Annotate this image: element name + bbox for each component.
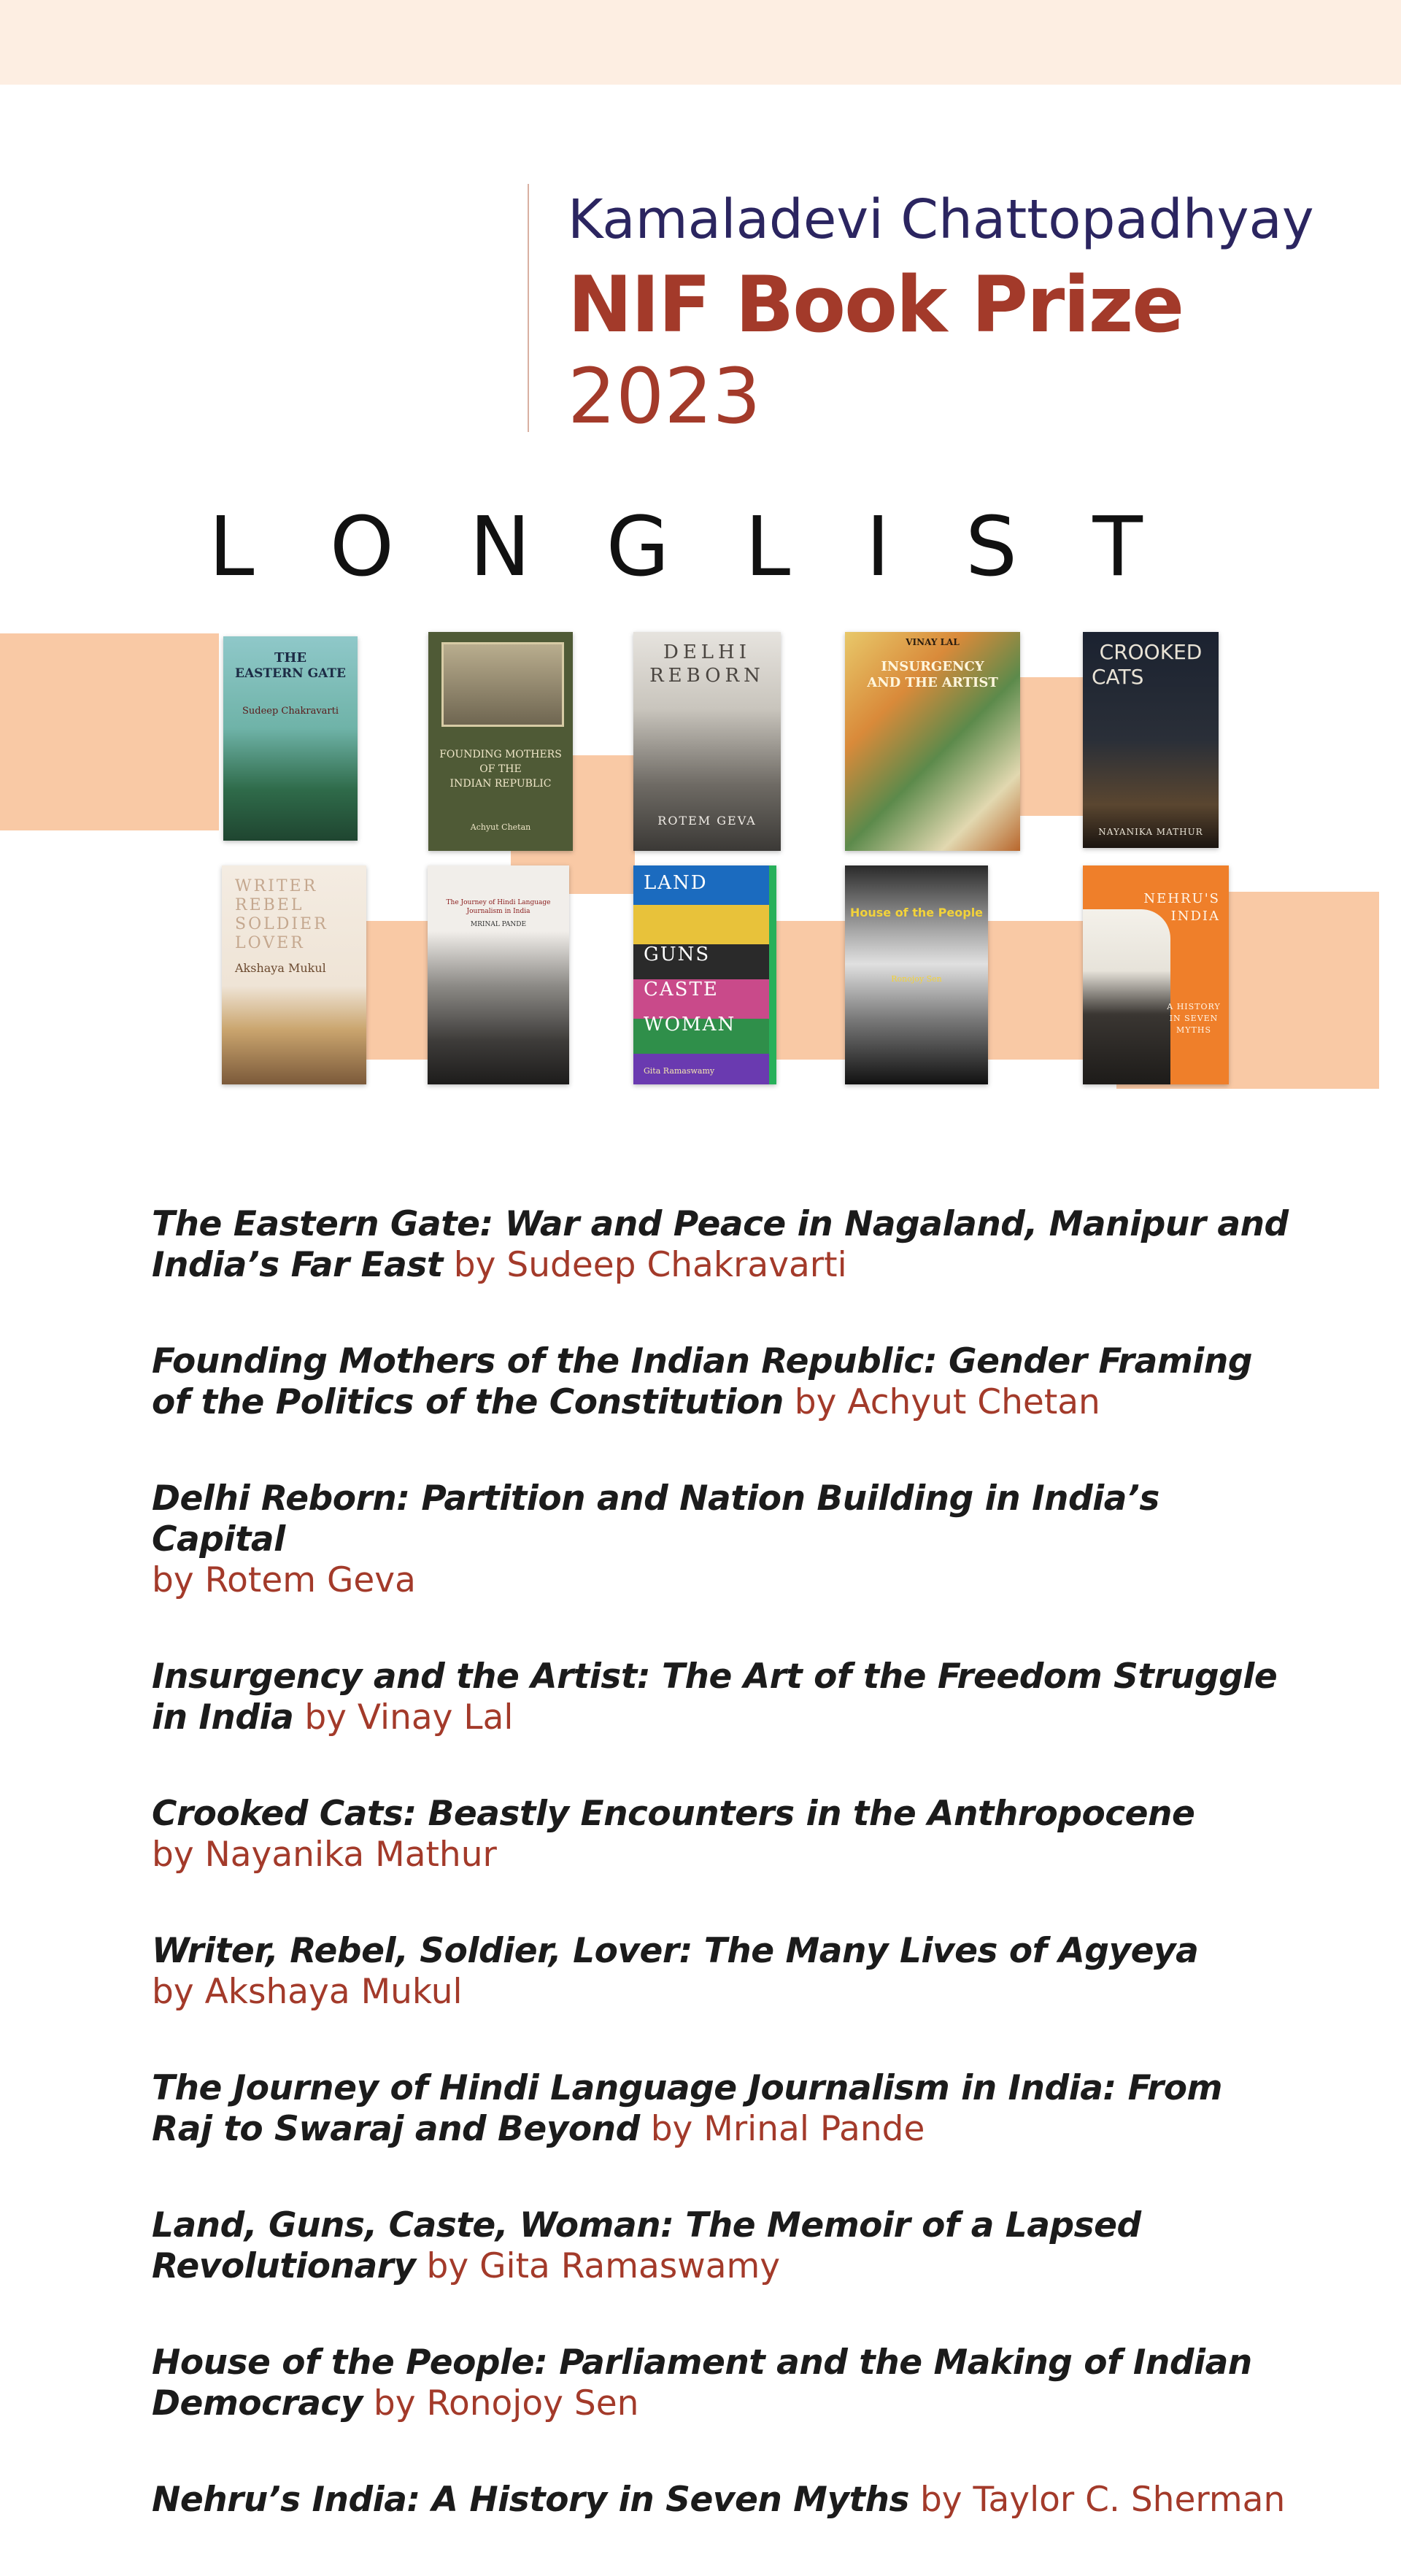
book-title: Writer, Rebel, Soldier, Lover: The Many Lives of Agyeya (152, 1931, 1199, 1971)
cover-title: INDIAN REPUBLIC (449, 778, 552, 790)
longlist-heading (209, 500, 1143, 595)
cover-title: CASTE (644, 979, 719, 1000)
cover-author: VINAY LAL (906, 637, 960, 647)
cover-author: Akshaya Mukul (235, 961, 326, 975)
cover-author: Gita Ramaswamy (644, 1066, 715, 1076)
longlist-letter: N (469, 500, 531, 595)
cover-title: LOVER (235, 934, 305, 952)
cover-title: INDIA (1170, 909, 1220, 924)
longlist-letter: O (329, 500, 394, 595)
cover-title: DELHI (663, 641, 752, 663)
cover-strip (769, 865, 776, 1084)
book-entry (152, 2205, 1290, 2287)
cover-subtitle: A HISTORY IN SEVEN MYTHS (1167, 1002, 1221, 1035)
book-title: House of the People: Parliament and the Making of Indian Democracy (152, 2342, 1252, 2423)
cover-title: SOLDIER (235, 915, 328, 933)
book-author: by Ronojoy Sen (373, 2383, 639, 2423)
book-cover-delhi-reborn (633, 632, 781, 851)
cover-title: REBORN (649, 665, 765, 687)
longlist-letter: T (1092, 500, 1143, 595)
decor-block (985, 921, 1087, 1060)
book-entry (152, 2480, 1290, 2521)
cover-title: NEHRU'S (1143, 891, 1220, 906)
book-entry (152, 1204, 1290, 1286)
cover-title: EASTERN GATE (234, 666, 346, 681)
cover-title: GUNS (644, 944, 711, 965)
book-cover-house-people (845, 865, 988, 1084)
longlist-letter: I (865, 500, 890, 595)
book-title: The Eastern Gate: War and Peace in Nagaland, Manipur and India’s Far East (152, 1204, 1289, 1285)
cover-title: OF THE (479, 763, 522, 775)
book-author: by Achyut Chetan (794, 1382, 1100, 1422)
book-entry (152, 1478, 1290, 1601)
book-cover-crooked-cats (1083, 632, 1219, 848)
prize-year: 2023 (568, 352, 761, 441)
book-entry (152, 1931, 1290, 2013)
book-entry (152, 1341, 1290, 1423)
cover-title: WOMAN (644, 1014, 736, 1036)
book-author: by Gita Ramaswamy (426, 2246, 781, 2286)
book-cover-eastern-gate (223, 636, 358, 841)
longlist-letter: S (965, 500, 1018, 595)
cover-title: House of the People (849, 906, 984, 919)
book-title: Nehru’s India: A History in Seven Myths (152, 2480, 909, 2520)
cover-title: The Journey of Hindi Language (446, 899, 551, 906)
cover-title: FOUNDING MOTHERS (439, 749, 562, 760)
cover-title: INSURGENCY (881, 659, 984, 674)
decor-block (0, 633, 219, 830)
book-title: Insurgency and the Artist: The Art of the Freedom Struggle in India (152, 1657, 1278, 1738)
book-cover-writer-rebel (222, 865, 366, 1084)
book-title: Founding Mothers of the Indian Republic: Gender Framing of the Politics of the Constitution (152, 1341, 1252, 1422)
cover-title: AND THE ARTIST (867, 675, 998, 690)
decor-block (365, 921, 431, 1060)
cover-author: Sudeep Chakravarti (242, 706, 339, 717)
cover-title: LAND (644, 872, 708, 894)
longlist-letter: L (744, 500, 791, 595)
book-author: by Sudeep Chakravarti (453, 1245, 847, 1285)
book-title: The Journey of Hindi Language Journalism in India: From Raj to Swaraj and Beyond (152, 2068, 1222, 2149)
book-author: by Akshaya Mukul (152, 1972, 463, 2012)
book-author: by Rotem Geva (152, 1560, 416, 1600)
book-cover-land-guns (633, 865, 776, 1084)
book-cover-insurgency-artist (845, 632, 1020, 851)
book-title: Crooked Cats: Beastly Encounters in the Anthropocene (152, 1794, 1195, 1834)
cover-author: Ronojoy Sen (891, 974, 942, 984)
book-author: by Vinay Lal (304, 1697, 514, 1738)
book-title: Delhi Reborn: Partition and Nation Building in India’s Capital (152, 1478, 1159, 1559)
book-entry (152, 1657, 1290, 1738)
prize-namesake: Kamaladevi Chattopadhyay (568, 188, 1314, 251)
book-cover-hindi-journalism (428, 865, 569, 1084)
cover-portrait (1083, 909, 1170, 1084)
book-entry (152, 2068, 1290, 2150)
book-author: by Taylor C. Sherman (919, 2480, 1286, 2520)
book-cover-founding-mothers (428, 632, 573, 851)
header-divider (528, 184, 529, 432)
decor-block (773, 921, 854, 1060)
cover-title: THE (274, 650, 307, 666)
cover-title: Journalism in India (466, 908, 530, 915)
cover-title: WRITER (235, 877, 318, 895)
book-list (152, 1204, 1290, 2576)
cover-author: ROTEM GEVA (657, 814, 757, 828)
top-band (0, 0, 1401, 85)
book-author: by Mrinal Pande (650, 2109, 925, 2149)
book-author: by Nayanika Mathur (152, 1835, 497, 1875)
book-entry (152, 2342, 1290, 2424)
cover-title: REBEL (235, 896, 304, 914)
cover-photo (441, 642, 564, 727)
book-title: Land, Guns, Caste, Woman: The Memoir of a Lapsed Revolutionary (152, 2205, 1141, 2286)
book-cover-nehrus-india (1083, 865, 1229, 1084)
prize-title: NIF Book Prize (568, 260, 1184, 350)
cover-author: NAYANIKA MATHUR (1098, 827, 1203, 837)
longlist-letter: L (209, 500, 255, 595)
cover-title: CATS (1092, 665, 1144, 689)
book-entry (152, 1794, 1290, 1875)
cover-title: CROOKED (1099, 640, 1203, 664)
longlist-letter: G (606, 500, 670, 595)
cover-author: MRINAL PANDE (470, 921, 527, 928)
cover-author: Achyut Chetan (470, 822, 531, 832)
